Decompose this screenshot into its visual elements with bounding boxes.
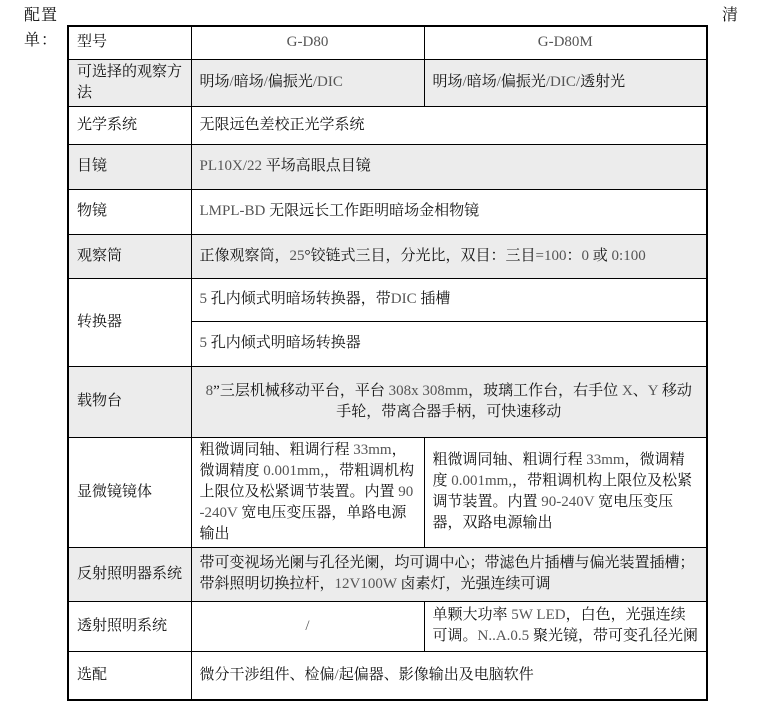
row-observation-tube (68, 234, 707, 278)
spec-table-container (67, 25, 708, 701)
row-transmitted-illumination (68, 601, 707, 651)
optical-label: 光学系统 (68, 106, 191, 144)
model-col1-value: G-D80 (191, 26, 424, 59)
reflected-label: 反射照明器系统 (68, 547, 191, 601)
row-optional (68, 651, 707, 700)
eyepiece-label: 目镜 (68, 144, 191, 189)
tube-label: 观察筒 (68, 234, 191, 278)
optional-label: 选配 (68, 651, 191, 700)
optional-value: 微分干涉组件、检偏/起偏器、影像输出及电脑软件 (191, 651, 707, 700)
row-model (68, 26, 707, 59)
objective-value: LMPL-BD 无限远长工作距明暗场金相物镜 (191, 189, 707, 234)
methods-col2-value: 明场/暗场/偏振光/DIC/透射光 (424, 59, 707, 106)
microscope-body-col1-value: 粗微调同轴、粗调行程 33mm，微调精度 0.001mm,，带粗调机构上限位及松紧调节装置。内置 90-240V 宽电压变压器，单路电源输出 (191, 437, 424, 547)
model-col2-value: G-D80M (424, 26, 707, 59)
transmitted-col1-value: / (191, 601, 424, 651)
tube-value: 正像观察筒，25°铰链式三目，分光比，双目：三目=100：0 或 0:100 (191, 234, 707, 278)
spec-table (67, 25, 708, 701)
eyepiece-value: PL10X/22 平场高眼点目镜 (191, 144, 707, 189)
transmitted-label: 透射照明系统 (68, 601, 191, 651)
row-nosepiece-1 (68, 278, 707, 321)
page-prefix-line2: 单： (24, 32, 59, 49)
model-label: 型号 (68, 26, 191, 59)
stage-label: 载物台 (68, 366, 191, 437)
row-reflected-illumination (68, 547, 707, 601)
row-stage (68, 366, 707, 437)
nosepiece-label: 转换器 (68, 278, 191, 366)
microscope-body-col2-value: 粗微调同轴、粗调行程 33mm，微调精度 0.001mm,，带粗调机构上限位及松紧调节装置。内置 90-240V 宽电压变压器，双路电源输出 (424, 437, 707, 547)
row-objective (68, 189, 707, 234)
objective-label: 物镜 (68, 189, 191, 234)
nosepiece-value2: 5 孔内倾式明暗场转换器 (191, 321, 707, 366)
page-right-text-fragment: 清 (722, 7, 739, 24)
reflected-value: 带可变视场光阑与孔径光阑，均可调中心；带滤色片插槽与偏光装置插槽；带斜照明切换拉杆，12V100W 卤素灯，光强连续可调 (191, 547, 707, 601)
nosepiece-value1: 5 孔内倾式明暗场转换器，带DIC 插槽 (191, 278, 707, 321)
methods-col1-value: 明场/暗场/偏振光/DIC (191, 59, 424, 106)
row-observation-methods (68, 59, 707, 106)
microscope-body-label: 显微镜镜体 (68, 437, 191, 547)
row-optical-system (68, 106, 707, 144)
row-microscope-body (68, 437, 707, 547)
optical-value: 无限远色差校正光学系统 (191, 106, 707, 144)
transmitted-col2-value: 单颗大功率 5W LED，白色，光强连续可调。N..A.0.5 聚光镜，带可变孔径光阑 (424, 601, 707, 651)
stage-value: 8”三层机械移动平台，平台 308x 308mm，玻璃工作台，右手位 X、Y 移动手轮，带离合器手柄，可快速移动 (191, 366, 707, 437)
row-eyepiece (68, 144, 707, 189)
methods-label: 可选择的观察方法 (68, 59, 191, 106)
page-prefix-line1: 配置 (24, 7, 59, 24)
